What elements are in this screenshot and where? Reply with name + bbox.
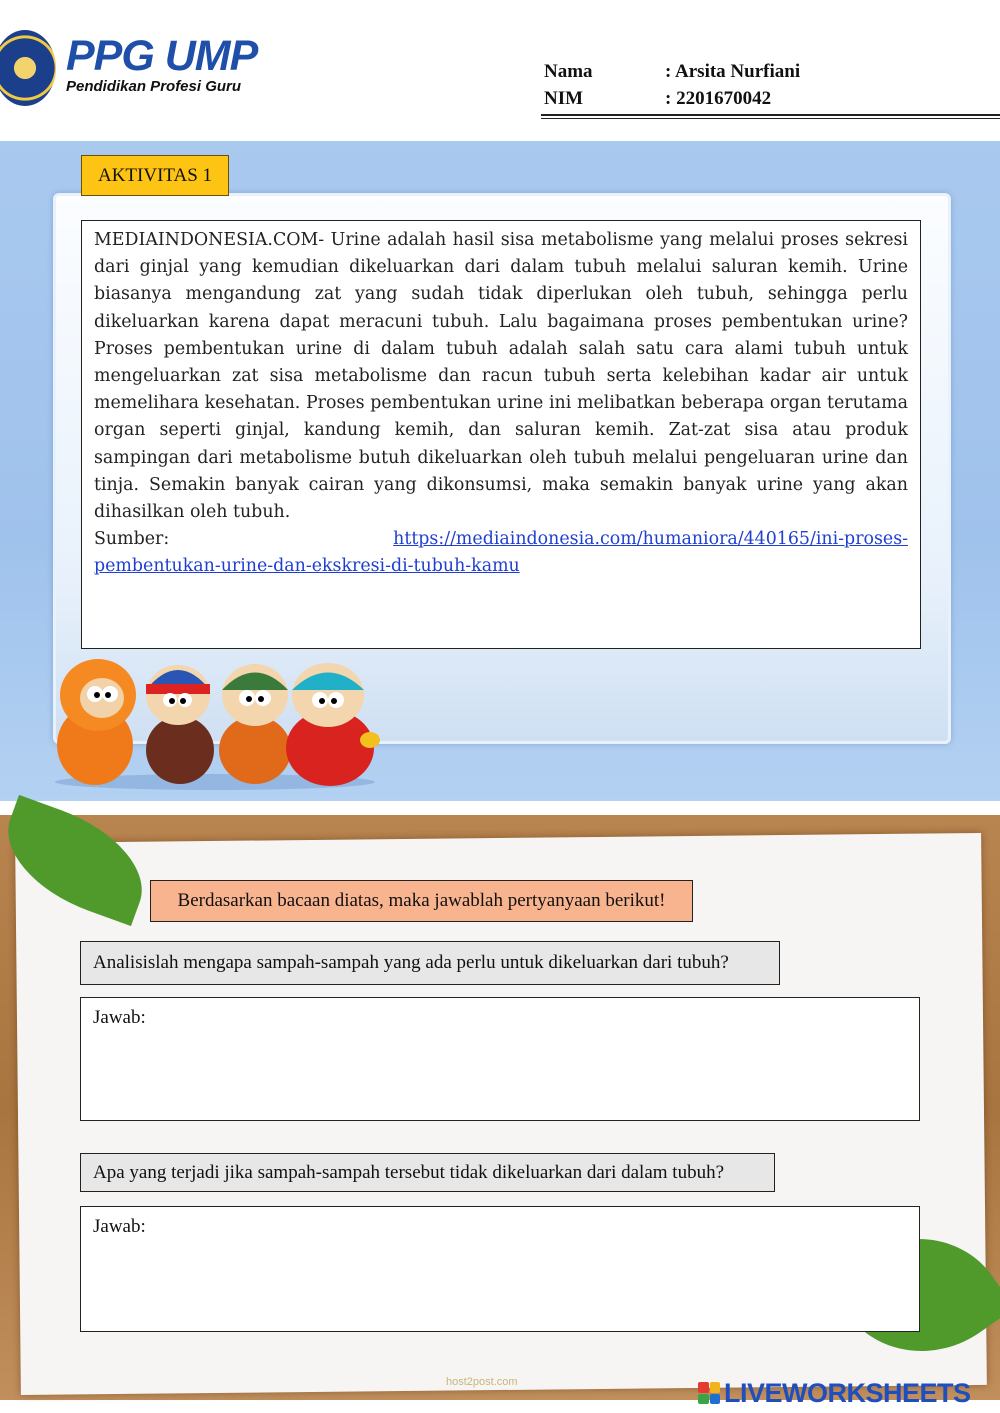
source-row <box>94 526 908 553</box>
cartoon-characters-icon <box>50 650 380 790</box>
source-label: Sumber: <box>94 529 170 550</box>
liveworksheets-logo[interactable] <box>698 1378 971 1408</box>
liveworksheets-badge-icon <box>698 1382 720 1404</box>
source-link[interactable]: https://mediaindonesia.com/humaniora/440165/ini-proses- <box>393 529 908 550</box>
nim-label: NIM <box>544 88 584 109</box>
name-label: Nama <box>544 61 593 82</box>
name-value: : Arsita Nurfiani <box>665 61 801 82</box>
cartoon-characters-image <box>50 650 380 790</box>
reading-passage <box>81 220 921 649</box>
source-link-continued[interactable]: pembentukan-urine-dan-ekskresi-di-tubuh-kamu <box>94 556 520 577</box>
answer-2-label: Jawab: <box>93 1216 146 1237</box>
university-seal-logo <box>0 30 56 106</box>
nim-value: : 2201670042 <box>665 88 772 109</box>
answer-1-label: Jawab: <box>93 1007 146 1028</box>
header-divider <box>541 114 1000 116</box>
instruction-box: Berdasarkan bacaan diatas, maka jawablah pertyanyaan berikut! <box>150 880 693 922</box>
liveworksheets-brand: LIVEWORKSHEETS <box>724 1377 971 1408</box>
activity-tag: AKTIVITAS 1 <box>81 155 229 196</box>
reading-paragraph: MEDIAINDONESIA.COM- Urine adalah hasil sisa metabolisme yang melalui proses sekresi dari ginjal yang kemudian dikeluarkan dari dalam tubuh melalui saluran kemih. Urine biasanya mengandung zat yang sudah tidak diperlukan oleh tubuh, sehingga perlu dikeluarkan karena dapat meracuni tubuh. Lalu bagaimana proses pembentukan urine? Proses pembentukan urine di dalam tubuh adalah salah satu cara alami tubuh untuk mengeluarkan zat sisa metabolisme dan racun tubuh serta kelebihan kadar air untuk memelihara kesehatan. Proses pembentukan urine ini melibatkan beberapa organ terutama organ seperti ginjal, kandung kemih, dan saluran kemih. Zat-zat sisa atau produk sampingan dari metabolisme butuh dikeluarkan oleh tubuh melalui pengeluaran urine dan tinja. Semakin banyak cairan yang dikonsumsi, maka semakin banyak urine yang akan dihasilkan oleh tubuh. <box>94 230 908 523</box>
logo-subtitle: Pendidikan Profesi Guru <box>66 78 242 95</box>
answer-2-field[interactable] <box>80 1206 920 1332</box>
question-2: Apa yang terjadi jika sampah-sampah tersebut tidak dikeluarkan dari dalam tubuh? <box>80 1153 775 1192</box>
answer-1-field[interactable] <box>80 997 920 1121</box>
small-watermark: host2post.com <box>446 1376 518 1388</box>
header-divider-thin <box>541 118 1000 119</box>
question-1: Analisislah mengapa sampah-sampah yang ada perlu untuk dikeluarkan dari tubuh? <box>80 941 780 985</box>
logo-title: PPG UMP <box>66 32 258 80</box>
